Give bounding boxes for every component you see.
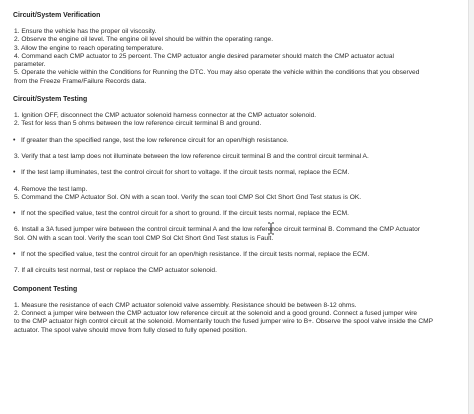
verification-heading: Circuit/System Verification <box>13 12 101 19</box>
verification-step-3: 3. Allow the engine to reach operating temperature. <box>14 44 164 52</box>
testing-step-7: 7. If all circuits test normal, test or replace the CMP actuator solenoid. <box>14 267 217 275</box>
document-content <box>13 12 465 335</box>
testing-step-6-cont: Sol. ON with a scan tool. Verify the scan tool CMP Sol Ckt Short Gnd Test status is Fault. <box>14 234 274 242</box>
component-heading: Component Testing <box>13 285 78 293</box>
scrollbar[interactable] <box>468 0 474 414</box>
testing-step-5: 5. Command the CMP Actuator Sol. ON with a scan tool. Verify the scan tool CMP Sol Ckt Short Gnd Test status is OK. <box>14 193 362 201</box>
component-step-2-end: actuator. The spool valve should move from fully closed to fully opened position. <box>14 326 247 334</box>
verification-step-4-cont: parameter. <box>14 61 46 69</box>
verification-step-2: 2. Observe the engine oil level. The engine oil level should be within the operating range. <box>14 36 274 44</box>
testing-step-3: 3. Verify that a test lamp does not illuminate between the low reference circuit terminal B and the control circuit terminal A. <box>14 152 369 160</box>
verification-step-1: 1. Ensure the vehicle has the proper oil viscosity. <box>14 28 157 35</box>
testing-step-4: 4. Remove the test lamp. <box>14 185 88 193</box>
testing-step-1: 1. Ignition OFF, disconnect the CMP actuator solenoid harness connector at the CMP actuator solenoid. <box>14 112 317 120</box>
component-step-2-cont: to the CMP actuator high control circuit at the solenoid. Momentarily touch the fused jumper wire to B+. Observe the spool valve inside the CMP <box>14 318 433 326</box>
text-cursor-icon <box>267 222 275 235</box>
verification-step-5-cont: from the Freeze Frame/Failure Records data. <box>14 77 147 85</box>
verification-step-5: 5. Operate the vehicle within the Conditions for Running the DTC. You may also operate the vehicle within the conditions that you observed <box>14 69 420 77</box>
testing-heading: Circuit/System Testing <box>13 96 88 104</box>
testing-bullet-3: • If the test lamp illuminates, test the control circuit for short to voltage. If the circuit tests normal, replace the ECM. <box>13 169 465 177</box>
testing-bullet-2: • If greater than the specified range, test the low reference circuit for an open/high resistance. <box>13 137 465 145</box>
component-step-2: 2. Connect a jumper wire between the CMP actuator low reference circuit at the solenoid and a good ground. Connect a fused jumper wire <box>14 309 418 317</box>
testing-step-2: 2. Test for less than 5 ohms between the low reference circuit terminal B and ground. <box>14 120 262 128</box>
verification-step-4: 4. Command each CMP actuator to 25 percent. The CMP actuator angle desired parameter should match the CMP actuator actual <box>14 52 394 60</box>
testing-bullet-6: • If not the specified value, test the control circuit for an open/high resistance. If the circuit tests normal, replace the ECM. <box>13 251 465 259</box>
testing-bullet-5: • If not the specified value, test the control circuit for a short to ground. If the circuit tests normal, replace the ECM. <box>13 210 465 218</box>
testing-step-6: 6. Install a 3A fused jumper wire between the control circuit terminal A and the low reference circuit terminal B. Command the CMP Actuator <box>14 226 420 234</box>
component-step-1: 1. Measure the resistance of each CMP actuator solenoid valve assembly. Resistance should be between 8-12 ohms. <box>14 301 357 309</box>
